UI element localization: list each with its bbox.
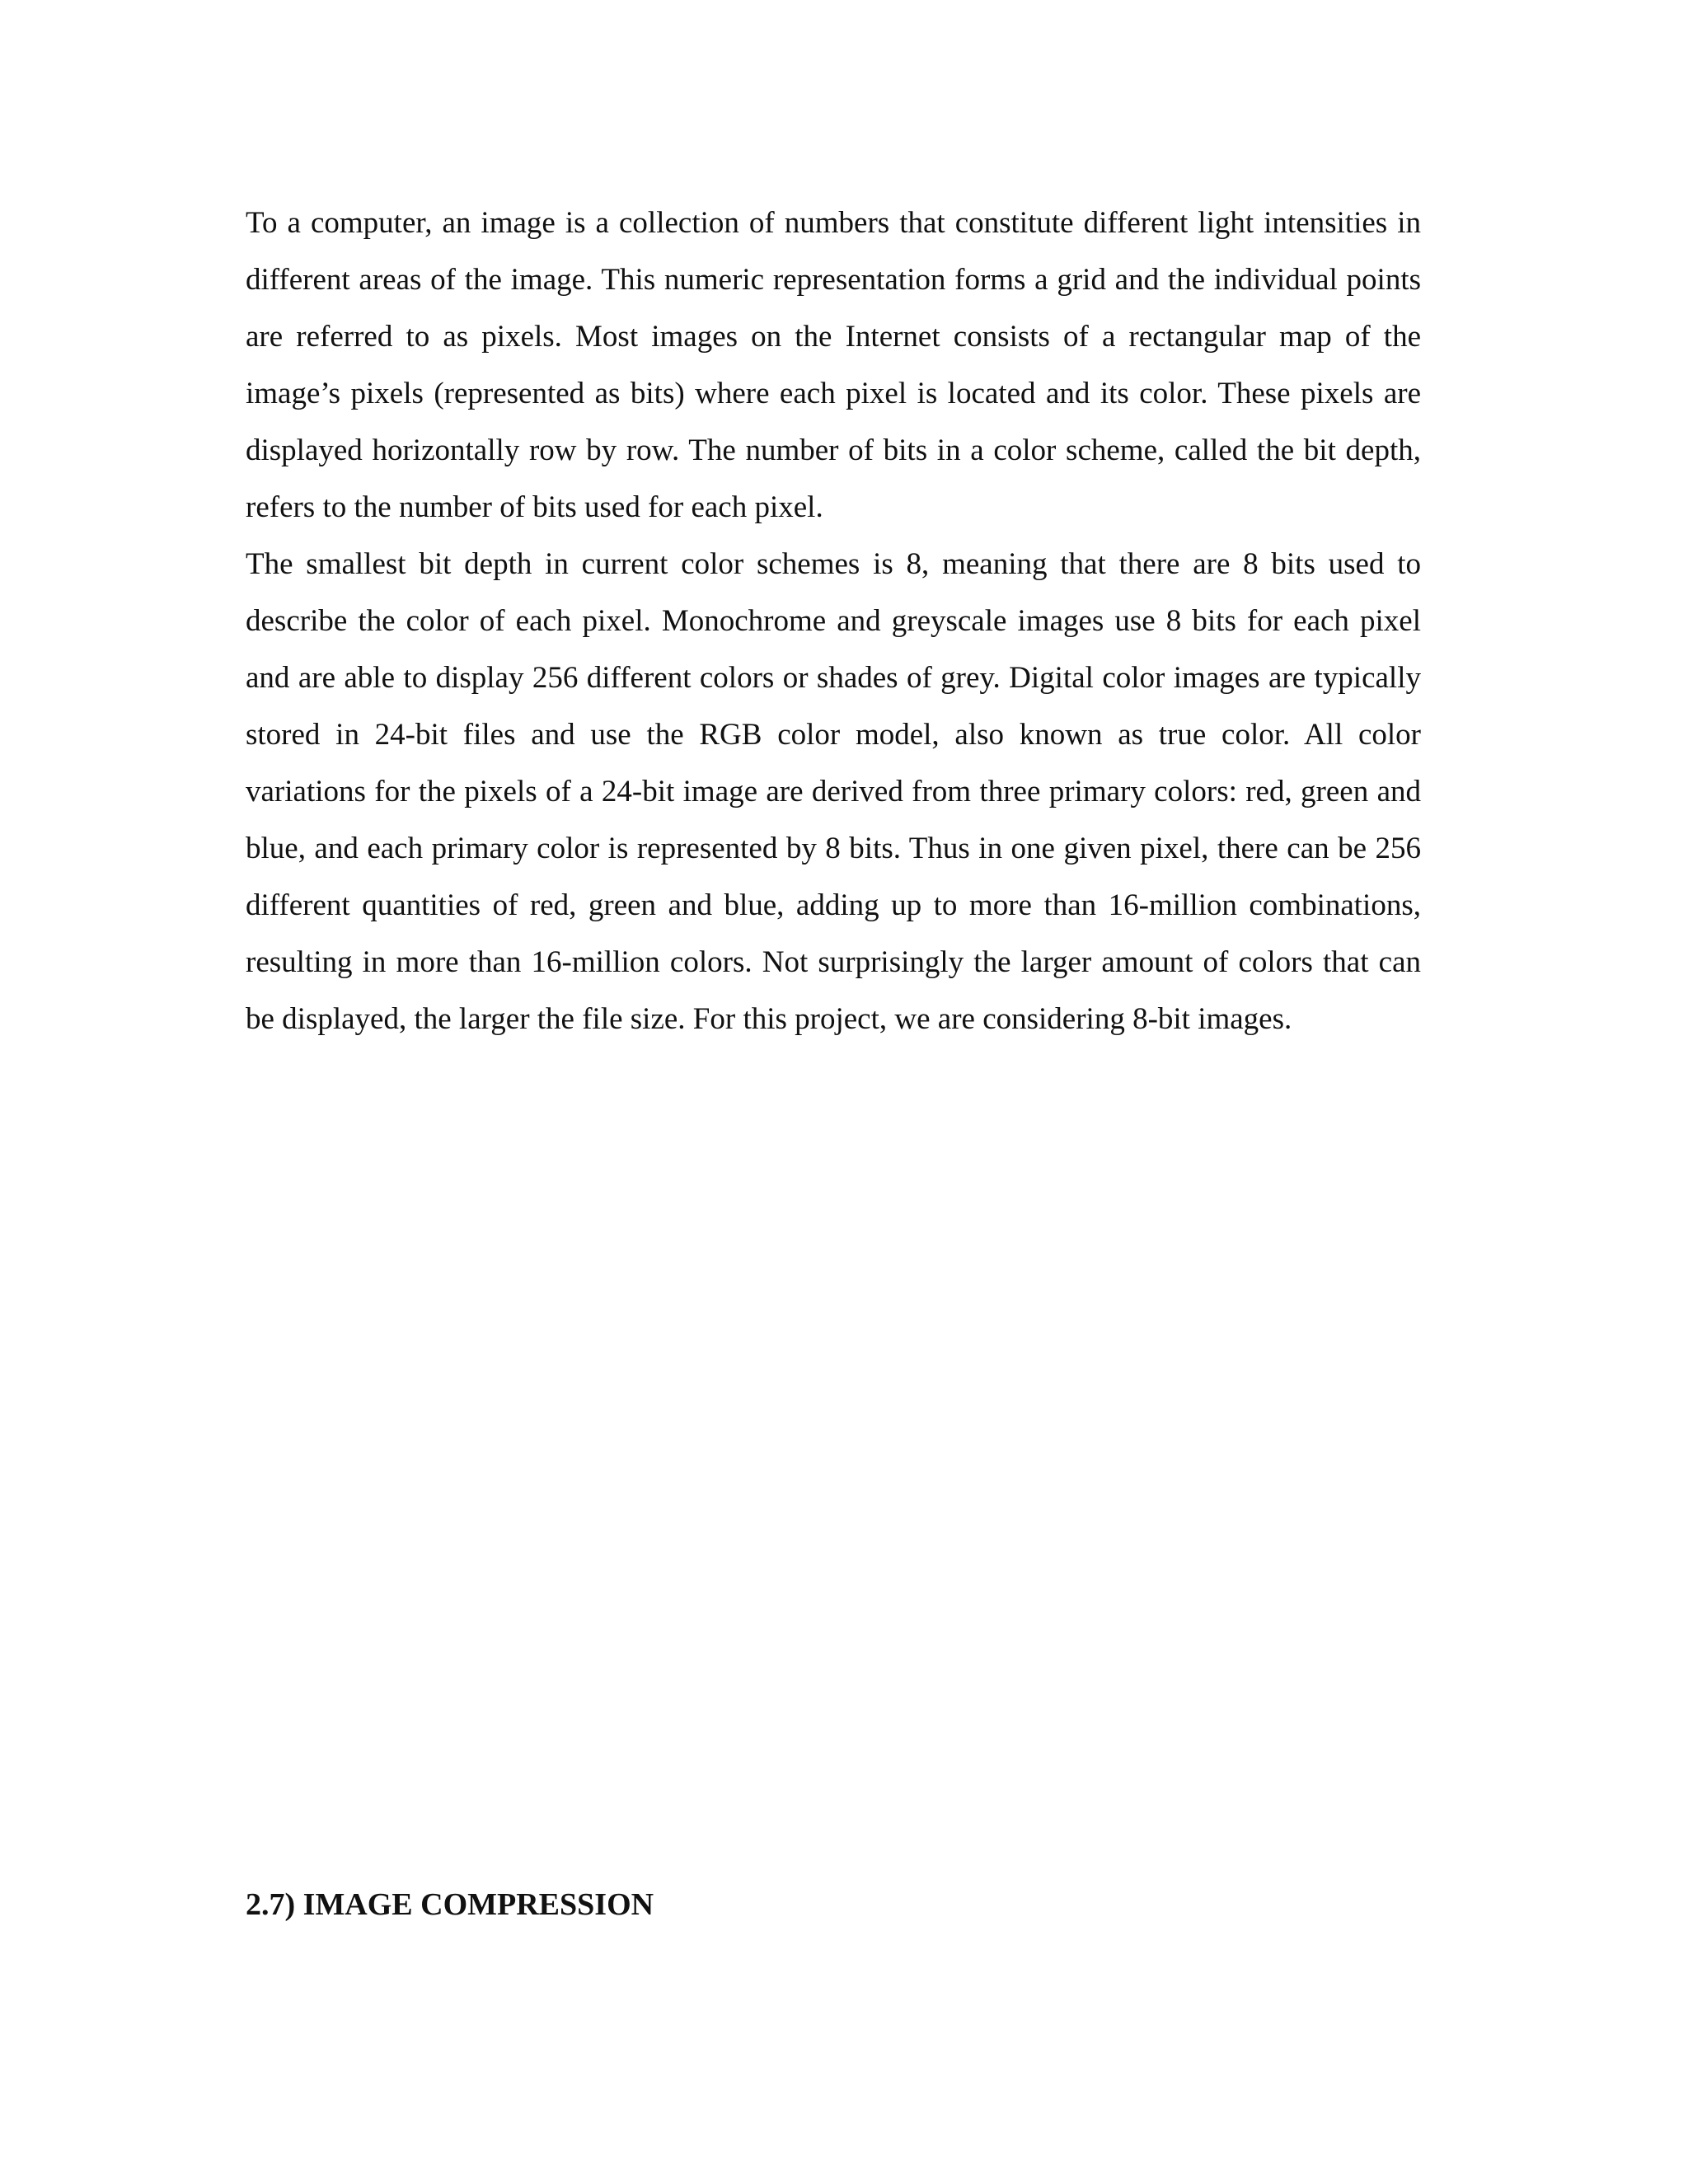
section-heading: 2.7) IMAGE COMPRESSION xyxy=(246,1887,654,1922)
paragraph-bit-depth: The smallest bit depth in current color schemes is 8, meaning that there are 8 bits used to describe the color of each pixel. Monochrome and greyscale images use 8 bits for each pixel and are able to display 256 different colors or shades of grey. Digital color images are typically stored in 24-bit files and use the RGB color model, also known as true color. All color variations for the pixels of a 24-bit image are derived from three primary colors: red, green and blue, and each primary color is represented by 8 bits. Thus in one given pixel, there can be 256 different quantities of red, green and blue, adding up to more than 16-million combinations, resulting in more than 16-million colors. Not surprisingly the larger amount of colors that can be displayed, the larger the file size. For this project, we are considering 8-bit images. xyxy=(246,547,1421,1036)
body-text xyxy=(246,194,1421,1047)
paragraph-image-representation: To a computer, an image is a collection of numbers that constitute different light intensities in different areas of the image. This numeric representation forms a grid and the individual points are referred to as pixels. Most images on the Internet consists of a rectangular map of the image’s pixels (represented as bits) where each pixel is located and its color. These pixels are displayed horizontally row by row. The number of bits in a color scheme, called the bit depth, refers to the number of bits used for each pixel. xyxy=(246,206,1421,524)
